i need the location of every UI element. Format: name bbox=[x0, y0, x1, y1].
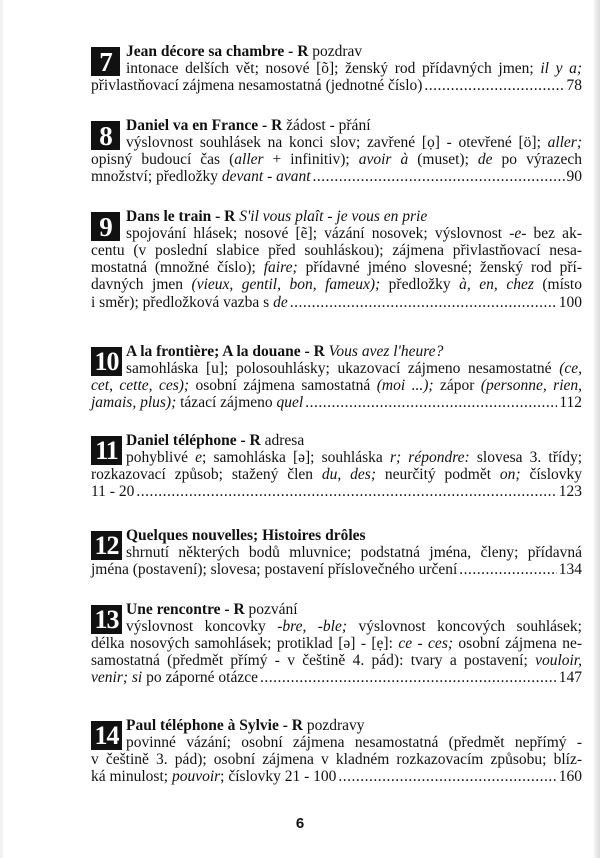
entry-line-text bbox=[91, 294, 288, 311]
toc-entry[interactable] bbox=[91, 432, 582, 500]
entry-text: (místo bbox=[533, 276, 582, 294]
entry-text: opisný budoucí čas ( bbox=[91, 151, 235, 168]
entry-body bbox=[91, 77, 582, 94]
entry-line bbox=[126, 544, 582, 561]
entry-text-italic: faire; bbox=[263, 259, 298, 277]
dot-leader bbox=[260, 669, 557, 686]
lesson-title bbox=[126, 343, 443, 361]
entry-line-text bbox=[91, 669, 258, 686]
entry-line bbox=[91, 466, 582, 483]
lesson-subtitle: pozdrav bbox=[312, 43, 363, 60]
entry-text-italic: du, des; bbox=[321, 466, 376, 483]
entry-last-line bbox=[91, 669, 582, 686]
entry-body bbox=[91, 151, 582, 185]
entry-text: rozkazovací způsob; stažený člen bbox=[91, 466, 322, 483]
lesson-subtitle: adresa bbox=[264, 432, 305, 449]
entry-line-text bbox=[91, 77, 422, 94]
lesson-number-badge: 7 bbox=[91, 47, 120, 76]
entry-text: tázací zájmeno bbox=[176, 394, 277, 412]
entry-text: neurčitý podmět bbox=[376, 466, 500, 483]
entry-line bbox=[126, 734, 582, 751]
entry-line-text bbox=[91, 394, 303, 411]
entry-body bbox=[91, 751, 582, 785]
lesson-number-badge: 14 bbox=[91, 721, 122, 750]
entry-text-italic: (personne, rien, bbox=[480, 377, 583, 394]
entry-text: ; samohláska [ə]; souhláska bbox=[202, 449, 390, 466]
lesson-title bbox=[126, 117, 371, 135]
dot-leader bbox=[136, 483, 556, 500]
entry-text: samostatná (předmět přímý - v češtině 4. pád): tvary a postavení; bbox=[91, 652, 536, 670]
entry-body bbox=[91, 561, 582, 578]
entry-text: bez ak- bbox=[526, 225, 582, 242]
lesson-title bbox=[126, 208, 427, 226]
entry-line-text bbox=[91, 168, 311, 185]
lesson-title-text: Daniel téléphone - R bbox=[126, 432, 261, 449]
lesson-subtitle: S'il vous plaît - je vous en prie bbox=[239, 208, 428, 225]
entry-line bbox=[126, 60, 582, 77]
entry-text: slovesa 3. třídy; bbox=[469, 449, 583, 466]
entry-text: výslovnost koncových souhlásek; bbox=[347, 618, 582, 635]
lesson-title bbox=[126, 601, 298, 619]
entry-text-italic: devant - avant bbox=[221, 168, 311, 186]
lesson-number-badge: 11 bbox=[91, 436, 122, 465]
entry-text: výslovnost koncovky bbox=[126, 618, 278, 635]
entry-text: v češtině 3. pád); osobní zájmena v kladném rozkazovacím způsobu; blíz- bbox=[91, 751, 582, 768]
entry-text-italic: à, en, chez bbox=[459, 276, 534, 294]
toc-entry[interactable] bbox=[91, 208, 582, 311]
lesson-subtitle: pozvání bbox=[248, 601, 298, 618]
entry-line bbox=[126, 618, 582, 635]
entry-header bbox=[91, 343, 582, 375]
entry-header bbox=[91, 43, 582, 75]
entry-text: ; číslovky 21 - 100 bbox=[220, 768, 337, 786]
toc-entry[interactable] bbox=[91, 117, 582, 185]
page-ref[interactable]: 90 bbox=[566, 168, 582, 186]
page-ref[interactable]: 147 bbox=[558, 669, 582, 687]
lesson-subtitle: Vous avez l'heure? bbox=[328, 343, 444, 360]
entry-text-italic: venir; si bbox=[91, 669, 143, 687]
entry-text-italic: (vieux, gentil, bon, fameux); bbox=[191, 276, 381, 294]
toc-entry[interactable] bbox=[91, 717, 582, 785]
lesson-title-text: Quelques nouvelles; Histoires drôles bbox=[126, 527, 366, 544]
entry-header bbox=[91, 208, 582, 240]
lesson-number-badge: 13 bbox=[91, 605, 122, 634]
entry-text: samohláska [u]; polosouhlásky; ukazovací zájmeno nesamostatné bbox=[126, 360, 560, 377]
entry-text: jména (postavení); slovesa; postavení příslovečného určení bbox=[91, 561, 458, 578]
entry-header bbox=[91, 717, 582, 749]
entry-text: přídavné jméno slovesné; ženský rod pří- bbox=[297, 259, 582, 277]
entry-text-italic: il y a; bbox=[540, 60, 583, 77]
entry-text: výslovnost souhlásek na konci slov; zavřené [ọ] - otevřené [ö]; bbox=[126, 134, 548, 151]
entry-text: zápor bbox=[433, 377, 481, 394]
entry-text: přivlastňovací zájmena nesamostatná (jednotné číslo) bbox=[91, 77, 423, 94]
dot-leader bbox=[313, 168, 565, 185]
entry-text: osobní zájmena samostatná bbox=[189, 377, 377, 394]
entry-text: shrnutí některých bodů mluvnice; podstatná jména, členy; přídavná bbox=[126, 544, 582, 561]
page-ref[interactable]: 78 bbox=[566, 77, 582, 94]
entry-text-italic: jamais, plus); bbox=[91, 394, 177, 412]
entry-line bbox=[126, 225, 582, 242]
entry-text-italic: quel bbox=[276, 394, 304, 412]
entry-text-italic: pouvoir bbox=[171, 768, 221, 786]
entry-text: povinné vázání; osobní zájmena nesamostatná (předmět nepřímý - bbox=[126, 734, 582, 751]
entry-line bbox=[91, 242, 582, 259]
entry-text: předložky bbox=[380, 276, 460, 294]
entry-text: mostatná (množné číslo); bbox=[91, 259, 264, 277]
page-edge-left bbox=[0, 0, 3, 858]
entry-text: i směr); předložková vazba s bbox=[91, 293, 274, 311]
lesson-number-badge: 10 bbox=[91, 347, 122, 376]
entry-text-italic: aller; bbox=[547, 134, 582, 151]
dot-leader bbox=[424, 77, 564, 94]
entry-line bbox=[91, 652, 582, 669]
entry-text-italic: de bbox=[477, 151, 493, 168]
entry-header bbox=[91, 432, 582, 464]
entry-text-italic: (ce, bbox=[559, 360, 582, 377]
entry-last-line bbox=[91, 77, 582, 94]
entry-text: osobní zájmena ne- bbox=[453, 635, 583, 652]
entry-line bbox=[91, 635, 582, 652]
page-number: 6 bbox=[295, 815, 305, 832]
entry-line bbox=[91, 151, 582, 168]
lesson-number-badge: 12 bbox=[91, 531, 122, 560]
entry-text: pohyblivé bbox=[126, 449, 196, 466]
page-ref[interactable]: 134 bbox=[558, 561, 582, 578]
lesson-title-text: Daniel va en France - R bbox=[126, 117, 283, 134]
entry-text: množství; předložky bbox=[91, 168, 222, 186]
lesson-title-text: Une rencontre - R bbox=[126, 601, 245, 618]
entry-text-italic: cet, cette, ces); bbox=[91, 377, 190, 394]
lesson-subtitle: žádost - přání bbox=[286, 117, 371, 134]
entry-line bbox=[91, 377, 582, 394]
lesson-number-badge: 9 bbox=[91, 212, 120, 241]
toc-entry[interactable] bbox=[91, 527, 582, 578]
dot-leader bbox=[305, 394, 557, 411]
lesson-title-text: Dans le train - R bbox=[126, 208, 236, 225]
entry-line bbox=[126, 449, 582, 466]
entry-text-italic: de bbox=[273, 293, 288, 311]
entry-line bbox=[91, 276, 582, 293]
page-ref[interactable]: 112 bbox=[559, 394, 582, 412]
toc-entry[interactable] bbox=[91, 43, 582, 94]
entry-body bbox=[91, 242, 582, 311]
entry-last-line bbox=[91, 394, 582, 411]
entry-text-italic: -bre, -ble; bbox=[277, 618, 348, 635]
entry-text: centu (v poslední slabice před souhláskou); zájmena přivlastňovací nesa- bbox=[91, 242, 582, 259]
dot-leader bbox=[459, 561, 556, 578]
entry-last-line bbox=[91, 483, 582, 500]
entry-header bbox=[91, 527, 582, 559]
entry-body bbox=[91, 377, 582, 411]
toc-entry[interactable] bbox=[91, 601, 582, 687]
page-ref[interactable]: 160 bbox=[558, 768, 582, 786]
entry-text-italic: vouloir, bbox=[535, 652, 582, 670]
entry-line bbox=[91, 259, 582, 276]
entry-text-italic: r; répondre: bbox=[389, 449, 470, 466]
entry-text: po záporné otázce bbox=[142, 669, 258, 687]
entry-line-text bbox=[91, 768, 336, 785]
lesson-title bbox=[126, 43, 362, 61]
entry-line-text bbox=[91, 483, 134, 500]
entry-text: ká minulost; bbox=[91, 768, 172, 786]
entry-text-italic: -e- bbox=[509, 225, 527, 242]
entry-line bbox=[91, 751, 582, 768]
lesson-title bbox=[126, 527, 366, 545]
lesson-title-text: A la frontière; A la douane - R bbox=[126, 343, 325, 360]
entry-last-line bbox=[91, 294, 582, 311]
entry-body bbox=[91, 466, 582, 500]
entry-text-italic: avoir à bbox=[358, 151, 409, 168]
lesson-subtitle: pozdravy bbox=[306, 717, 365, 734]
entry-text: + infinitiv); bbox=[263, 151, 359, 168]
dot-leader bbox=[338, 768, 556, 785]
entry-text: délka nosových samohlásek; protiklad [ə] - [ẹ]: bbox=[91, 635, 399, 652]
entry-text-italic: ce - ces; bbox=[398, 635, 454, 652]
entry-last-line bbox=[91, 561, 582, 578]
page-ref[interactable]: 100 bbox=[558, 293, 582, 311]
page-ref[interactable]: 123 bbox=[558, 483, 582, 501]
lesson-title-text: Paul téléphone à Sylvie - R bbox=[126, 717, 303, 734]
entry-text-italic: (moi ...); bbox=[376, 377, 434, 394]
entry-line bbox=[126, 360, 582, 377]
entry-text: davných jmen bbox=[91, 276, 192, 294]
lesson-number-badge: 8 bbox=[91, 121, 120, 150]
page-edge-right bbox=[594, 0, 600, 858]
entry-body bbox=[91, 635, 582, 687]
entry-text: po výrazech bbox=[492, 151, 582, 168]
lesson-title bbox=[126, 432, 304, 450]
entry-last-line bbox=[91, 168, 582, 185]
entry-text: spojování hlásek; nosové [ẽ]; vázání nosovek; výslovnost bbox=[126, 225, 510, 242]
entry-text: intonace delších vět; nosové [õ]; ženský rod přídavných jmen; bbox=[126, 60, 541, 77]
lesson-title-text: Jean décore sa chambre - R bbox=[126, 43, 309, 60]
lesson-title bbox=[126, 717, 365, 735]
entry-text: číslovky bbox=[520, 466, 582, 483]
entry-line-text bbox=[91, 561, 457, 578]
entry-line bbox=[126, 134, 582, 151]
entry-last-line bbox=[91, 768, 582, 785]
entry-header bbox=[91, 117, 582, 149]
entry-text: 11 - 20 bbox=[91, 483, 135, 501]
entry-text-italic: e bbox=[195, 449, 203, 466]
entry-text: (muset); bbox=[408, 151, 478, 168]
dot-leader bbox=[290, 294, 557, 311]
toc-entry[interactable] bbox=[91, 343, 582, 411]
entry-text-italic: on; bbox=[499, 466, 521, 483]
entry-text-italic: aller bbox=[234, 151, 264, 168]
entry-header bbox=[91, 601, 582, 633]
